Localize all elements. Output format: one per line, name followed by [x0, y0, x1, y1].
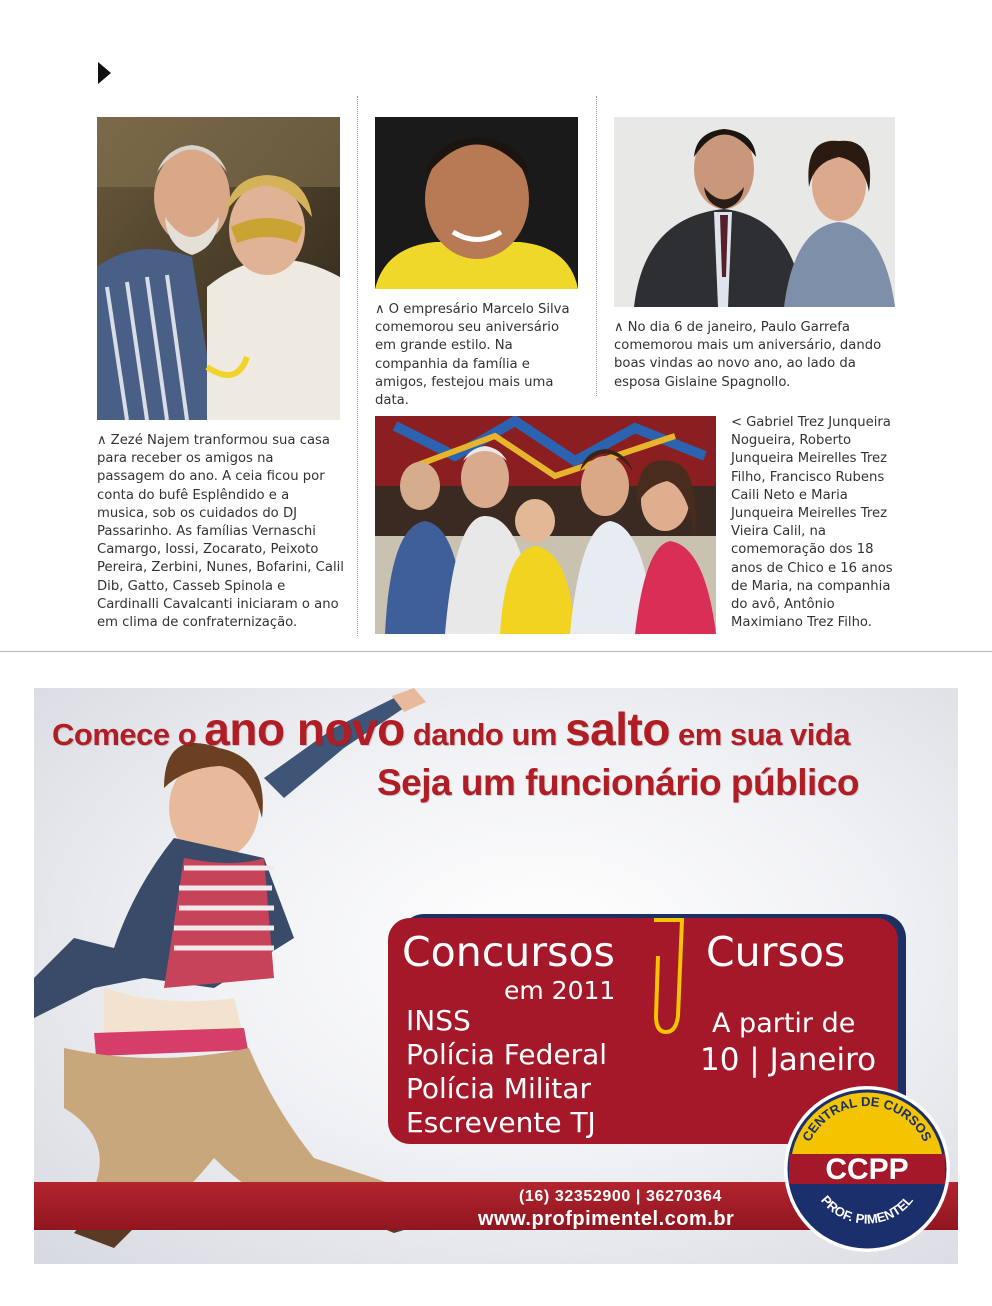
- caret-up-icon: ∧: [97, 433, 107, 448]
- caption-text: Zezé Najem tranformou sua casa para receber os amigos na passagem do ano. A ceia ficou por conta do bufê Esplêndido e a musica, sob os cuidados do DJ Passarinho. As famílias Vernaschi Camargo, Iossi, Zocarato, Peixoto Pereira, Zerbini, Nunes, Bofarini, Calil Dib, Gatto, Casseb Spinola e Cardinalli Cavalcanti iniciaram o ano em clima de confraternização.: [97, 433, 344, 631]
- paperclip-icon: [648, 916, 688, 1036]
- phone-numbers: (16) 32352900 | 36270364: [519, 1188, 723, 1205]
- svg-text:CENTRAL DE CURSOS: CENTRAL DE CURSOS: [799, 1093, 935, 1144]
- caret-up-icon: ∧: [375, 302, 385, 317]
- cursos-start: A partir de: [712, 1008, 856, 1039]
- concursos-list: [406, 1004, 607, 1140]
- concurso-item: Polícia Federal: [406, 1038, 608, 1071]
- website-link[interactable]: www.profpimentel.com.br: [478, 1208, 735, 1230]
- column-divider: [357, 96, 358, 636]
- concurso-item: Escrevente TJ: [406, 1106, 596, 1139]
- svg-text:PROF. PIMENTEL: PROF. PIMENTEL: [818, 1192, 916, 1227]
- cursos-title: Cursos: [706, 928, 846, 976]
- caption-text: No dia 6 de janeiro, Paulo Garrefa comemorou mais um aniversário, dando boas vindas ao novo ano, ao lado da esposa Gislaine Spagnollo.: [614, 320, 882, 390]
- section-divider: [0, 651, 992, 652]
- concurso-item: Polícia Militar: [406, 1072, 591, 1105]
- caption-trez-family: [731, 414, 893, 632]
- section-marker-icon: [98, 62, 111, 84]
- cursos-date: 10 | Janeiro: [700, 1042, 877, 1078]
- ad-headline-2: Seja um funcionário público: [377, 762, 859, 803]
- column-divider: [596, 96, 597, 396]
- ad-headline-1: Comece o ano novo dando um salto em sua vida: [52, 703, 851, 755]
- photo-trez-family: [375, 416, 716, 634]
- caption-zeze-najem: [97, 432, 344, 632]
- photo-zeze-najem: [97, 117, 340, 420]
- caret-up-icon: ∧: [614, 320, 624, 335]
- concursos-title: Concursos: [402, 928, 615, 976]
- photo-paulo-garrefa: [614, 117, 895, 307]
- concurso-item: INSS: [406, 1004, 471, 1037]
- caption-text: Gabriel Trez Junqueira Nogueira, Roberto Junqueira Meirelles Trez Filho, Francisco Rubens Caili Neto e Maria Junqueira Meirelles Trez Vieira Calil, na comemoração dos 18 anos de Chico e 16 anos de Maria, na companhia do avô, Antônio Maximiano Trez Filho.: [731, 415, 893, 631]
- caret-left-icon: <: [731, 415, 743, 430]
- caption-marcelo-silva: [375, 301, 580, 410]
- ad-ccpp: [34, 688, 958, 1264]
- concursos-year: em 2011: [504, 976, 616, 1005]
- caption-paulo-garrefa: [614, 319, 896, 392]
- ccpp-logo: [782, 1084, 952, 1254]
- logo-center-text: CCPP: [825, 1153, 909, 1186]
- photo-marcelo-silva: [375, 117, 578, 289]
- caption-text: O empresário Marcelo Silva comemorou seu aniversário em grande estilo. Na companhia da família e amigos, festejou mais uma data.: [375, 302, 570, 409]
